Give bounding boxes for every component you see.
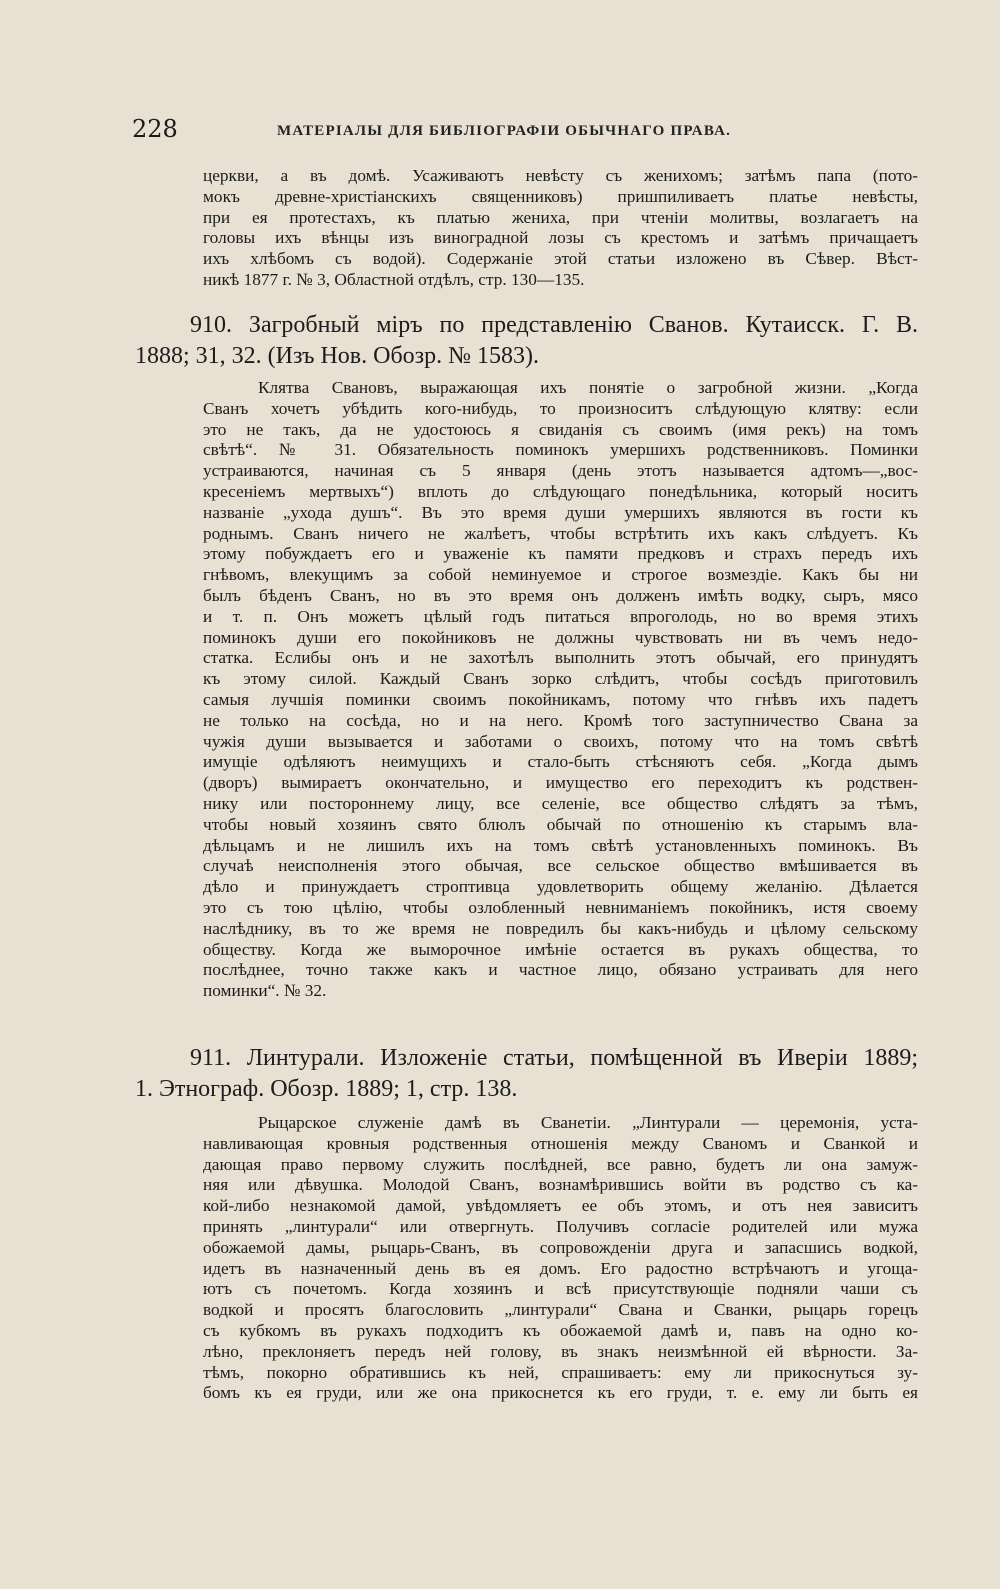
text-line: дающая право первому служить послѣдней, все равно, будетъ ли она замуж-	[203, 1154, 918, 1174]
text-line: роднымъ. Сванъ ничего не жалѣетъ, чтобы встрѣтить ихъ какъ слѣдуетъ. Къ	[203, 523, 918, 543]
text-line: ютъ съ почетомъ. Когда хозяинъ и всѣ присутствующіе подняли чаши съ	[203, 1279, 918, 1299]
text-line: Сванъ хочетъ убѣдить кого-нибудь, то произноситъ слѣдующую клятву: если	[203, 398, 918, 418]
heading-line: 910. Загробный міръ по представленію Сванов. Кутаисск. Г. В.	[190, 312, 918, 338]
heading-line: 911. Линтурали. Изложеніе статьи, помѣщенной въ Иверіи 1889;	[190, 1045, 918, 1071]
text-line: кой-либо незнакомой дамой, увѣдомляетъ ее объ этомъ, и отъ нея зависитъ	[203, 1196, 918, 1216]
continuation-paragraph	[203, 166, 918, 291]
text-line: головы ихъ вѣнцы изъ виноградной лозы съ крестомъ и затѣмъ причащаетъ	[203, 228, 918, 248]
text-line: чтобы новый хозяинъ свято блюлъ обычай по отношенію къ старымъ вла-	[203, 814, 918, 834]
text-line: при ея протестахъ, къ платью жениха, при чтеніи молитвы, возлагаетъ на	[203, 207, 918, 227]
text-line: (дворъ) вымираетъ окончательно, и имущество его переходитъ къ родствен-	[203, 773, 918, 793]
text-line: принять „линтурали“ или отвергнуть. Получивъ согласіе родителей или мужа	[203, 1216, 918, 1236]
running-title: МАТЕРІАЛЫ ДЛЯ БИБЛІОГРАФІИ ОБЫЧНАГО ПРАВА.	[277, 123, 732, 139]
text-line: бомъ къ ея груди, или же она прикоснется къ его груди, т. е. ему ли быть ея	[203, 1383, 918, 1403]
text-line: Рыцарское служеніе дамѣ въ Сванетіи. „Линтурали — церемонія, уста-	[258, 1113, 918, 1132]
text-line: идетъ въ назначенный день въ ея домъ. Его радостно встрѣчаютъ и угоща-	[203, 1258, 918, 1278]
text-line: обществу. Когда же выморочное имѣніе остается въ рукахъ общества, то	[203, 939, 918, 959]
text-line: ихъ хлѣбомъ съ водой). Содержаніе этой статьи изложено въ Сѣвер. Вѣст-	[203, 249, 918, 269]
text-line: никѣ 1877 г. № 3, Областной отдѣлъ, стр. 130—135.	[203, 269, 585, 289]
text-line: навливающая кровныя родственныя отношенія между Сваномъ и Сванкой и	[203, 1133, 918, 1153]
text-line: не только на сосѣда, но и на него. Кромѣ того заступничество Свана за	[203, 710, 918, 730]
text-line: церкви, а въ домѣ. Усаживаютъ невѣсту съ женихомъ; затѣмъ папа (пото-	[203, 166, 918, 185]
text-line: няя или дѣвушка. Молодой Сванъ, вознамѣрившись войти въ родство съ ка-	[203, 1175, 918, 1195]
text-line: это съ тою цѣлію, чтобы озлобленный невниманіемъ покойникъ, истя своему	[203, 897, 918, 917]
text-line: тѣмъ, покорно обратившись къ ней, спрашиваетъ: ему ли прикоснуться зу-	[203, 1362, 918, 1382]
running-head	[132, 115, 922, 155]
text-line: чужія души вызывается и заботами о своихъ, потому что на томъ свѣтѣ	[203, 731, 918, 751]
text-line: дѣльцамъ и не лишилъ ихъ на томъ свѣтѣ установленныхъ поминокъ. Въ	[203, 835, 918, 855]
text-line: этому побуждаетъ его и уваженіе къ памяти предковъ и страхъ передъ ихъ	[203, 544, 918, 564]
text-line: Клятва Свановъ, выражающая ихъ понятіе о загробной жизни. „Когда	[258, 378, 918, 397]
text-line: послѣднее, точно также какъ и частное лицо, обязано устраивать для него	[203, 960, 918, 980]
entry-heading-910	[135, 310, 918, 372]
text-line: и т. п. Онъ можетъ цѣлый годъ питаться впроголодь, но во время этихъ	[203, 606, 918, 626]
heading-line: 1. Этнограф. Обозр. 1889; 1, стр. 138.	[135, 1076, 518, 1102]
text-line: обожаемой дамы, рыцарь-Сванъ, въ сопровожденіи друга и запасшись водкой,	[203, 1237, 918, 1257]
page-number: 228	[132, 115, 178, 143]
heading-line: 1888; 31, 32. (Изъ Нов. Обозр. № 1583).	[135, 343, 540, 369]
text-line: къ этому силой. Каждый Сванъ зорко слѣдитъ, чтобы сосѣдъ приготовилъ	[203, 669, 918, 689]
text-line: случаѣ неисполненія этого обычая, все сельское общество вмѣшивается въ	[203, 856, 918, 876]
text-line: статка. Еслибы онъ и не захотѣлъ выполнить этотъ обычай, его принудятъ	[203, 648, 918, 668]
text-line: свѣтѣ“. № 31. Обязательность поминокъ умершихъ родственниковъ. Поминки	[203, 440, 918, 460]
text-line: дѣло и принуждаетъ строптивца удовлетворить общему желанію. Дѣлается	[203, 877, 918, 897]
text-line: водкой и просятъ благословить „линтурали“ Свана и Сванки, рыцарь горецъ	[203, 1300, 918, 1320]
text-line: кресеніемъ мертвыхъ“) вплоть до слѣдующаго понедѣльника, который носитъ	[203, 481, 918, 501]
text-line: поминокъ души его покойниковъ не должны чувствовать ни въ чемъ недо-	[203, 627, 918, 647]
entry-paragraph-910	[203, 378, 918, 1002]
text-line: мокъ древне-христіанскихъ священниковъ) пришпиливаетъ платье невѣсты,	[203, 186, 918, 206]
text-line: гнѣвомъ, влекущимъ за собой неминуемое и строгое возмездіе. Какъ бы ни	[203, 565, 918, 585]
text-line: лѣно, преклоняетъ передъ ней голову, въ знакъ неизмѣнной ей вѣрности. За-	[203, 1341, 918, 1361]
text-line: названіе „ухода душъ“. Въ это время души умершихъ являются въ гости къ	[203, 502, 918, 522]
text-line: устраиваются, начиная съ 5 января (день этотъ называется адтомъ—„вос-	[203, 461, 918, 481]
text-line: былъ бѣденъ Сванъ, но въ это время онъ долженъ имѣть водку, сыръ, мясо	[203, 585, 918, 605]
text-line: имущіе одѣляютъ неимущихъ и стало-быть стѣсняютъ себя. „Когда дымъ	[203, 752, 918, 772]
text-line: нику или постороннему лицу, все селеніе, все общество слѣдятъ за тѣмъ,	[203, 793, 918, 813]
text-line: наслѣднику, въ то же время не повредилъ бы какъ-нибудь и цѣлому сельскому	[203, 918, 918, 938]
entry-paragraph-911	[203, 1113, 918, 1404]
text-line: это не такъ, да не удостоюсь я свиданія съ своимъ (имя рекъ) на томъ	[203, 419, 918, 439]
text-line: съ кубкомъ въ рукахъ подходитъ къ обожаемой дамѣ и, павъ на одно ко-	[203, 1320, 918, 1340]
text-line: поминки“. № 32.	[203, 981, 327, 1001]
entry-heading-911	[135, 1043, 918, 1105]
text-line: самыя лучшія поминки своимъ покойникамъ, потому что гнѣвъ ихъ падетъ	[203, 689, 918, 709]
